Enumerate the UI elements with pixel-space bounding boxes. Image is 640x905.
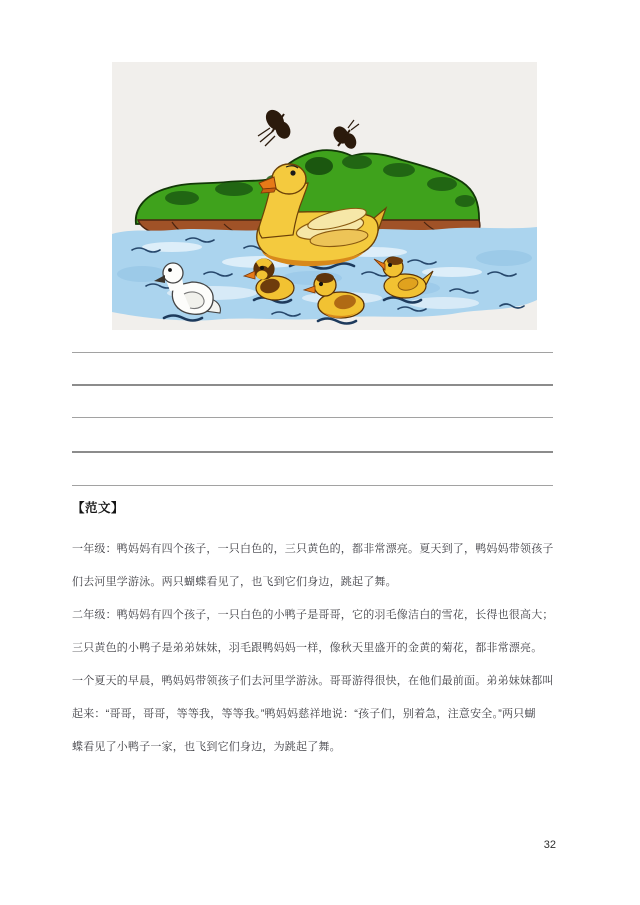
essay-line: 三只黄色的小鸭子是弟弟妹妹，羽毛跟鸭妈妈一样，像秋天里盛开的金黄的菊花，都非常漂亮。 xyxy=(72,642,543,654)
writing-line xyxy=(72,352,553,353)
essay-line: 蝶看见了小鸭子一家，也飞到它们身边，为跳起了舞。 xyxy=(72,741,341,753)
yellow-duckling-right-eye xyxy=(388,263,392,267)
duck-family-illustration-svg xyxy=(112,62,537,330)
writing-line xyxy=(72,384,553,386)
essay-line: 们去河里学游泳。两只蝴蝶看见了，也飞到它们身边，跳起了舞。 xyxy=(72,576,397,588)
essay-line: 一个夏天的早晨，鸭妈妈带领孩子们去河里学游泳。哥哥游得很快，在他们最前面。弟弟妹妹都叫 xyxy=(72,675,554,687)
yellow-duckling-center-eye xyxy=(319,282,323,286)
essay-section xyxy=(72,533,556,764)
white-duckling-eye xyxy=(168,268,172,272)
writing-line xyxy=(72,485,553,486)
essay-line: 二年级：鸭妈妈有四个孩子，一只白色的小鸭子是哥哥，它的羽毛像洁白的雪花，长得也很高大； xyxy=(72,609,554,621)
essay-line: 起来：“哥哥，哥哥，等等我，等等我。”鸭妈妈慈祥地说：“孩子们，别着急，注意安全。”两只蝴 xyxy=(72,708,536,720)
page-number: 32 xyxy=(543,839,556,851)
essay-line: 一年级：鸭妈妈有四个孩子，一只白色的，三只黄色的，都非常漂亮。夏天到了，鸭妈妈带领孩子 xyxy=(72,543,554,555)
essay-paragraph-grade1 xyxy=(72,533,556,599)
duck-family-illustration xyxy=(112,62,537,330)
yellow-duckling-left-eye xyxy=(260,266,264,270)
writing-line xyxy=(72,451,553,453)
mother-duck-eye xyxy=(290,170,295,175)
essay-paragraph-grade2 xyxy=(72,599,556,764)
writing-line xyxy=(72,417,553,418)
essay-heading: 【范文】 xyxy=(72,501,125,515)
